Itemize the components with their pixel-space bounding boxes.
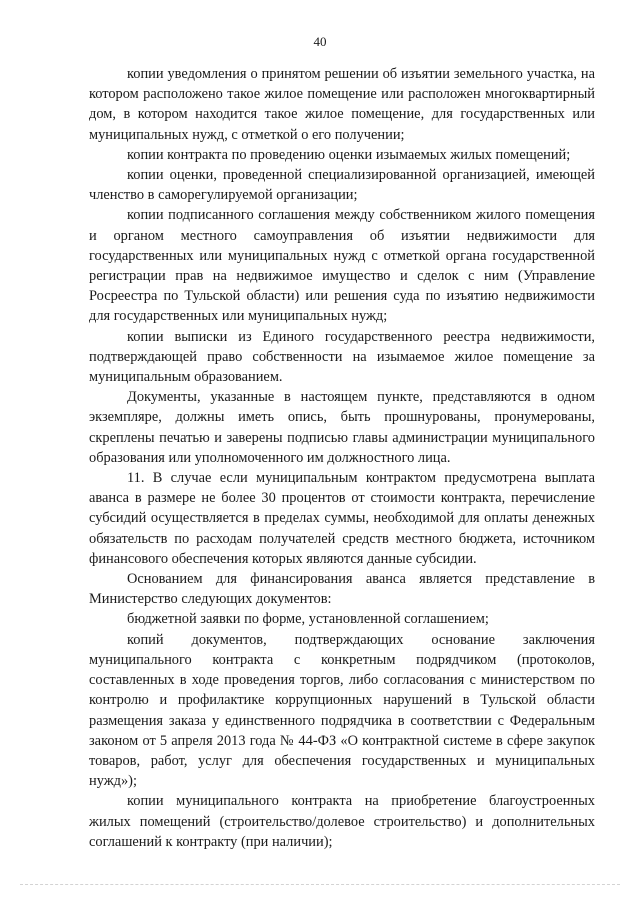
paragraph-documents-requirements: Документы, указанные в настоящем пункте, представляются в одном экземпляре, должны иметь опись, быть прошнурованы, пронумерованы, скреплены печатью и заверены подписью главы администрации муниципального образования или уполномоченного им должностного лица. <box>89 389 595 466</box>
paragraph-notice-copies: копии уведомления о принятом решении об изъятии земельного участка, на котором расположено такое жилое помещение или расположен многоквартирный дом, в котором находится такое жилое помещение, для государственных или муниципальных нужд, с отметкой о его получении; <box>89 66 595 143</box>
paragraph-valuation-contract: копии контракта по проведению оценки изымаемых жилых помещений; <box>127 146 571 163</box>
paragraph-agreement-copies: копии подписанного соглашения между собственником жилого помещения и органом местного самоуправления об изъятии недвижимости для государственных или муниципальных нужд с отметкой органа государственной регистрации прав на недвижимое имущество и сделок с ним (Управление Росреестра по Тульской области) или решения суда по изъятию недвижимости для государственных или муниципальных нужд; <box>89 207 595 325</box>
paragraph-advance-basis: Основанием для финансирования аванса является представление в Министерство следующих документов: <box>89 571 595 608</box>
document-body <box>89 64 595 852</box>
paragraph-registry-extract: копии выписки из Единого государственного реестра недвижимости, подтверждающей право собственности на изымаемое жилое помещение за муниципальным образованием. <box>89 328 595 386</box>
paragraph-contract-basis-documents: копий документов, подтверждающих основание заключения муниципального контракта с конкретным подрядчиком (протоколов, составленных в ходе проведения торгов, либо согласования с министерством по контролю и профилактике коррупционных нарушений в Тульской области размещения заказа у единственного подрядчика в соответствии с Федеральным законом от 5 апреля 2013 года № 44-ФЗ «О контрактной системе в сфере закупок товаров, работ, услуг для обеспечения государственных и муниципальных нужд»); <box>89 631 595 790</box>
paragraph-valuation-copies: копии оценки, проведенной специализированной организацией, имеющей членство в саморегулируемой организации; <box>89 167 595 204</box>
scan-edge-artifact <box>20 884 620 888</box>
page-number: 40 <box>313 34 327 49</box>
paragraph-budget-request: бюджетной заявки по форме, установленной соглашением; <box>127 611 489 628</box>
paragraph-clause-11: 11. В случае если муниципальным контрактом предусмотрена выплата аванса в размере не более 30 процентов от стоимости контракта, перечисление субсидий осуществляется в пределах суммы, необходимой для оплаты денежных обязательств по расходам получателей средств местного бюджета, источником финансового обеспечения которых являются данные субсидии. <box>89 470 595 567</box>
paragraph-municipal-contract-copies: копии муниципального контракта на приобретение благоустроенных жилых помещений (строительство/долевое строительство) и дополнительных соглашений к контракту (при наличии); <box>89 793 595 850</box>
